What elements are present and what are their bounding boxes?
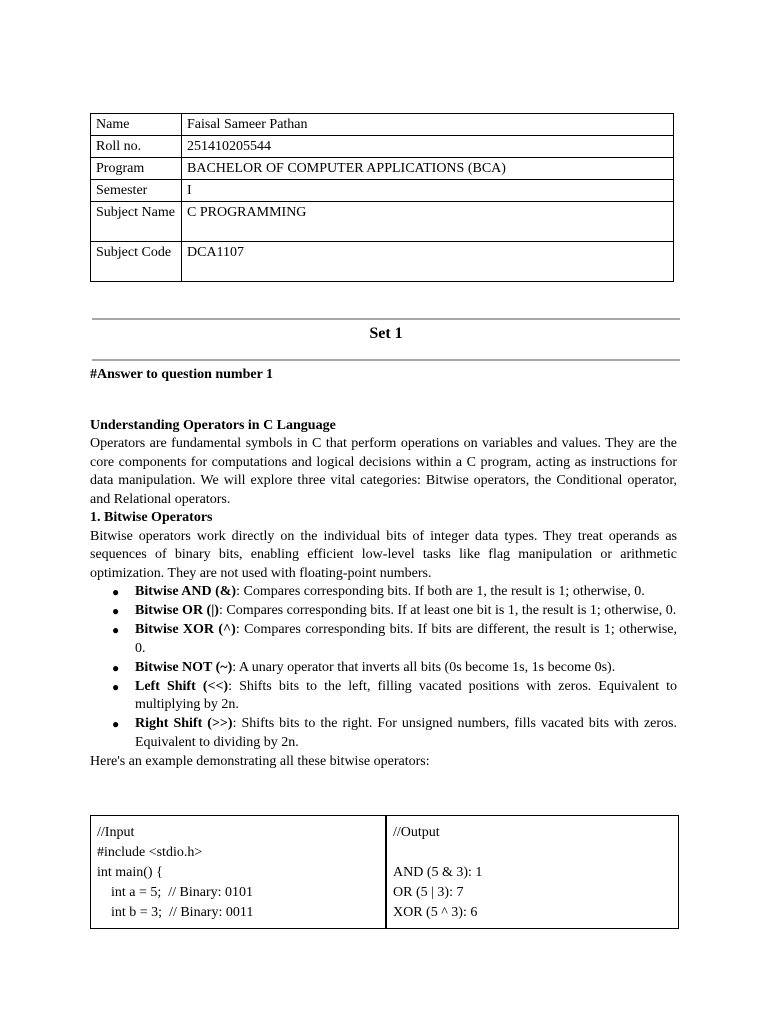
info-value: BACHELOR OF COMPUTER APPLICATIONS (BCA)	[182, 158, 674, 180]
bitwise-item	[90, 583, 677, 602]
code-input-cell	[91, 816, 387, 929]
bitwise-term: Bitwise AND (&)	[135, 584, 237, 599]
bullet-icon: ●	[112, 585, 120, 599]
top-divider	[92, 318, 680, 320]
bullet-icon: ●	[112, 604, 120, 618]
bitwise-term: Bitwise OR (|)	[135, 603, 219, 618]
code-output-line: AND (5 & 3): 1	[393, 865, 483, 880]
info-label: Program	[91, 158, 182, 180]
section-title: Understanding Operators in C Language	[90, 417, 336, 433]
bitwise-term: Bitwise NOT (~)	[135, 659, 233, 675]
code-output-line: OR (5 | 3): 7	[393, 885, 464, 900]
info-label: Subject Name	[91, 202, 182, 242]
bitwise-heading: 1. Bitwise Operators	[90, 510, 213, 525]
info-label: Roll no.	[91, 136, 182, 158]
bullet-icon: ●	[112, 660, 120, 675]
bottom-divider	[92, 359, 680, 361]
bitwise-item	[90, 659, 677, 678]
bitwise-item	[90, 715, 677, 752]
code-input-line: int main() {	[97, 865, 163, 880]
info-row	[91, 202, 674, 242]
info-row	[91, 180, 674, 202]
bitwise-description: Bitwise operators work directly on the individual bits of integer data types. They treat operands as sequences of binary bits, enabling efficient low-level tasks like flag manipulation or arithmetic optimization. They are not used with floating-point numbers.	[90, 528, 677, 581]
student-info-table	[90, 113, 674, 282]
code-output-line	[393, 843, 672, 863]
bitwise-explanation: : Compares corresponding bits. If bits are different, the result is 1; otherwise, 0.	[135, 622, 678, 656]
info-label: Semester	[91, 180, 182, 202]
code-input-line: int a = 5; // Binary: 0101	[97, 885, 254, 900]
code-input-line: //Input	[97, 825, 135, 840]
info-row	[91, 136, 674, 158]
intro-paragraph: Operators are fundamental symbols in C that perform operations on variables and values. They are the core components for computations and logical decisions within a C program, acting as instructions for data manipulation. We will explore three vital categories: Bitwise operators, the Conditional operator, and Relational operators.	[90, 436, 677, 507]
info-row	[91, 242, 674, 282]
bitwise-operator-list	[90, 583, 677, 752]
code-example-table	[90, 815, 679, 929]
bitwise-explanation: : Compares corresponding bits. If both are 1, the result is 1; otherwise, 0.	[236, 584, 645, 599]
set-title: Set 1	[369, 325, 403, 342]
code-input-line: int b = 3; // Binary: 0011	[97, 905, 254, 920]
info-value: Faisal Sameer Pathan	[182, 114, 674, 136]
bitwise-term: Bitwise XOR (^)	[135, 622, 236, 637]
code-output-cell	[386, 816, 679, 929]
code-output-line: //Output	[393, 825, 440, 840]
info-value: DCA1107	[182, 242, 674, 282]
example-intro: Here's an example demonstrating all these bitwise operators:	[90, 753, 430, 769]
answer-heading: #Answer to question number 1	[90, 367, 274, 382]
info-label: Name	[91, 114, 182, 136]
bitwise-explanation: : Compares corresponding bits. If at least one bit is 1, the result is 1; otherwise, 0.	[218, 603, 677, 618]
info-value: 251410205544	[182, 136, 674, 158]
bullet-icon: ●	[112, 679, 120, 694]
bitwise-item	[90, 678, 677, 715]
bitwise-explanation: : Shifts bits to the left, filling vacated positions with zeros. Equivalent to multiplying by 2n.	[135, 678, 677, 712]
info-label: Subject Code	[91, 242, 182, 282]
code-output-line: XOR (5 ^ 3): 6	[393, 905, 478, 920]
info-value: I	[182, 180, 674, 202]
bitwise-explanation: : Shifts bits to the right. For unsigned numbers, fills vacated bits with zeros. Equivalent to dividing by 2n.	[135, 716, 677, 750]
code-input-line: #include <stdio.h>	[97, 845, 203, 860]
bitwise-explanation: : A unary operator that inverts all bits (0s become 1s, 1s become 0s).	[232, 659, 616, 675]
bullet-icon: ●	[112, 717, 120, 731]
answer-content	[90, 366, 677, 771]
info-value: C PROGRAMMING	[182, 202, 674, 242]
bitwise-item	[90, 602, 677, 621]
bitwise-item	[90, 621, 677, 658]
bitwise-term: Right Shift (>>)	[135, 716, 233, 731]
info-row	[91, 158, 674, 180]
bitwise-term: Left Shift (<<)	[135, 678, 229, 694]
info-row	[91, 114, 674, 136]
bullet-icon: ●	[112, 623, 120, 637]
